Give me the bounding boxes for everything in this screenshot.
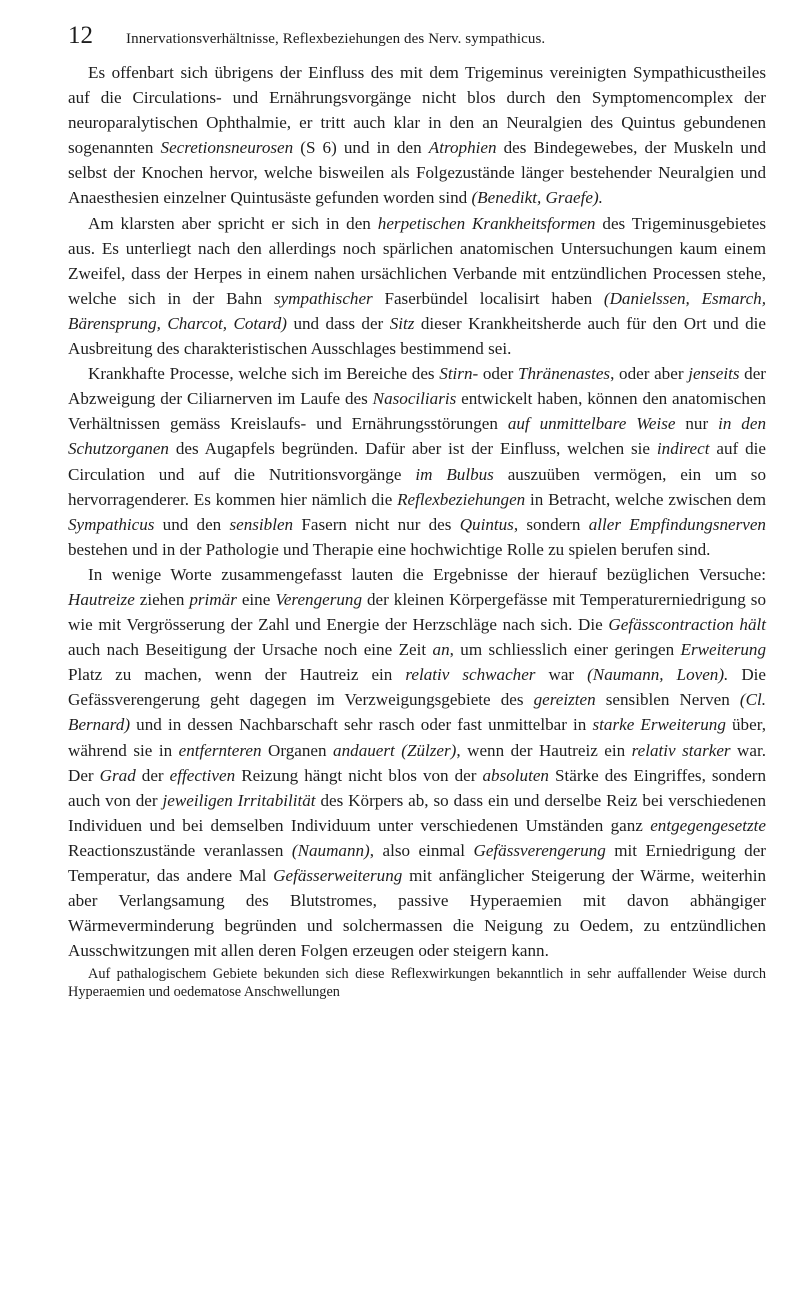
italic-text: indirect <box>656 439 710 459</box>
italic-text: Nasociliaris <box>372 389 457 409</box>
italic-text: aller Empfindungsnerven <box>588 514 766 534</box>
italic-text: Gefässverengerung <box>473 840 606 860</box>
italic-text: (Danielssen, Esmarch, Bärensprung, Charcot, Cotard) <box>68 288 766 333</box>
text-run: und dass der <box>286 313 390 333</box>
italic-text: herpetischen Krankheitsformen <box>377 213 596 233</box>
running-head: Innervationsverhältnisse, Reflexbeziehungen des Nerv. sympathicus. <box>126 31 546 47</box>
text-run: ziehen <box>134 589 190 609</box>
italic-text: relativ schwacher <box>405 665 536 685</box>
text-run: , sondern <box>513 514 589 534</box>
text-run: war <box>535 665 588 685</box>
italic-text: starke Erweiterung <box>592 715 726 735</box>
page-header <box>68 22 766 60</box>
italic-text: entfernteren <box>178 740 262 760</box>
italic-text: sympathischer <box>273 288 373 308</box>
text-run: Reactionszustände veranlassen <box>68 840 292 860</box>
text-run: Platz zu machen, wenn der Hautreiz ein <box>68 665 406 685</box>
italic-text: Erweiterung <box>680 640 767 660</box>
italic-text: (Naumann) <box>291 840 370 860</box>
text-run: des Augapfels begründen. Dafür aber ist der Einfluss, welchen sie <box>168 439 657 459</box>
italic-text: Quintus <box>459 514 514 534</box>
text-run: über, während sie in <box>68 715 766 760</box>
italic-text: gereizten <box>533 690 596 710</box>
text-run: , oder aber <box>610 364 689 384</box>
italic-text: Secretionsneurosen <box>160 138 294 158</box>
footnote: Auf pathalogischem Gebiete bekunden sich diese Reflexwirkungen bekanntlich in sehr auffallender Weise durch Hyperaemien und oedematose Anschwellungen <box>68 966 766 1001</box>
text-run: Faserbündel localisirt haben <box>372 288 604 308</box>
italic-text: entgegengesetzte <box>650 815 766 835</box>
italic-text: absoluten <box>482 765 549 785</box>
text-run: In wenige Worte zusammengefasst lauten die Ergebnisse der hierauf bezüglichen Versuche: <box>88 564 766 584</box>
text-run: mit Erniedrigung der Temperatur, das andere Mal <box>68 840 766 885</box>
text-run: Stärke des Eingriffes, sondern auch von der <box>68 765 767 810</box>
text-run: entwickelt haben, können den anatomischen Verhältnissen gemäss Kreislaufs- und Ernährungsstörungen <box>68 389 767 434</box>
italic-text: Sitz <box>389 313 415 333</box>
text-run: eine <box>236 589 276 609</box>
text-run: war. Der <box>68 740 767 785</box>
italic-text: relativ starker <box>631 740 731 760</box>
body-text <box>68 60 766 1001</box>
italic-text: Sympathicus <box>68 514 155 534</box>
paragraph <box>68 361 766 562</box>
text-run: des Trigeminusgebietes aus. Es unterliegt nach den allerdings noch spärlichen anatomischen Untersuchungen kaum einem Zweifel, dass der Herpes in einem nahen ursächlichen Verbande mit entzündlichen Processen stehe, welche sich in der Bahn <box>68 213 766 308</box>
paragraph <box>68 211 766 362</box>
italic-text: jeweiligen Irritabilität <box>162 790 316 810</box>
text-run: und den <box>154 514 230 534</box>
text-run: oder <box>478 364 518 384</box>
text-run: der <box>135 765 170 785</box>
italic-text: Stirn- <box>439 364 479 384</box>
text-run: Am klarsten aber spricht er sich in den <box>88 213 378 233</box>
paragraph <box>68 562 766 964</box>
text-run: , also einmal <box>369 840 474 860</box>
italic-text: Gefässcontraction hält <box>608 615 766 635</box>
italic-text: primär <box>189 589 237 609</box>
italic-text: Verengerung <box>275 589 363 609</box>
text-run: mit anfänglicher Steigerung der Wärme, weiterhin aber Verlangsamung des Blutstromes, passive Hyperaemien mit davon abhängiger Wärmeverminderung begründen und solchermassen die Neigung zu Oedem, zu entzündlichen Ausschwitzungen mit allen deren Folgen erzeugen oder steigern kann. <box>68 866 766 961</box>
italic-text: jenseits <box>688 364 740 384</box>
text-run: des Bindegewebes, der Muskeln und selbst der Knochen hervor, welche bisweilen als Folgezustände länger bestehender Neuralgien und Anaesthesien einzelner Quintusäste gefunden worden sind <box>68 138 767 208</box>
text-run: Es offenbart sich übrigens der Einfluss des mit dem Trigeminus vereinigten Sympathicustheiles auf die Circulations- und Ernährungsvorgänge nicht blos durch den Symptomencomplex der neuroparalytischen Ophthalmie, er tritt auch klar in den an Neuralgien des Quintus gebundenen sogenannten <box>68 63 766 158</box>
italic-text: an <box>432 640 450 660</box>
italic-text: auf unmittelbare Weise <box>507 414 676 434</box>
page-number: 12 <box>68 22 93 49</box>
text-run: Krankhafte Processe, welche sich im Bereiche des <box>88 364 440 384</box>
italic-text: Reflexbeziehungen <box>397 489 526 509</box>
italic-text: in den Schutzorganen <box>68 414 766 459</box>
text-run: , wenn der Hautreiz ein <box>456 740 632 760</box>
text-run: (S 6) und in den <box>293 138 429 158</box>
italic-text: im Bulbus <box>415 464 494 484</box>
italic-text: (Naumann, Loven). <box>587 665 729 685</box>
paragraph <box>68 60 766 211</box>
text-run: Die Gefässverengerung geht dagegen im Verzweigungsgebiete des <box>68 665 766 710</box>
italic-text: andauert (Zülzer) <box>333 740 457 760</box>
text-run: der Abzweigung der Ciliarnerven im Laufe des <box>68 364 766 409</box>
italic-text: Grad <box>99 765 136 785</box>
text-run: , um schliesslich einer geringen <box>449 640 681 660</box>
text-run: sensiblen Nerven <box>595 690 740 710</box>
italic-text: Thränenastes <box>517 364 611 384</box>
italic-text: Atrophien <box>428 138 497 158</box>
text-run: bestehen und in der Pathologie und Therapie eine hochwichtige Rolle zu spielen berufen sind. <box>68 539 711 559</box>
italic-text: effectiven <box>169 765 236 785</box>
text-run: auf die Circulation und auf die Nutritionsvorgänge <box>68 439 766 484</box>
italic-text: Gefässerweiterung <box>273 866 403 885</box>
italic-text: sensiblen <box>229 514 294 534</box>
text-run: Fasern nicht nur des <box>293 514 460 534</box>
text-run: Organen <box>261 740 334 760</box>
text-run: Reizung hängt nicht blos von der <box>235 765 483 785</box>
italic-text: (Cl. Bernard) <box>68 690 766 735</box>
text-run: in Betracht, welche zwischen dem <box>525 489 766 509</box>
text-run: des Körpers ab, so dass ein und derselbe Reiz bei verschiedenen Individuen und bei demselben Individuum unter verschiedenen Umständen ganz <box>68 790 766 835</box>
text-run: und in dessen Nachbarschaft sehr rasch oder fast unmittelbar in <box>130 715 593 735</box>
text-run: auszuüben vermögen, ein um so hervorragenderer. Es kommen hier nämlich die <box>68 464 766 509</box>
text-run: der kleinen Körpergefässe mit Temperaturerniedrigung so wie mit Vergrösserung der Zahl und Energie der Herzschläge nach sich. Die <box>68 589 766 635</box>
italic-text: (Benedikt, Graefe). <box>471 188 603 208</box>
text-run: auch nach Beseitigung der Ursache noch eine Zeit <box>68 640 433 660</box>
italic-text: Hautreize <box>68 589 135 609</box>
text-run: dieser Krankheitsherde auch für den Ort und die Ausbreitung des charakteristischen Ausschlages bestimmend sei. <box>68 313 766 359</box>
text-run: nur <box>675 414 719 434</box>
